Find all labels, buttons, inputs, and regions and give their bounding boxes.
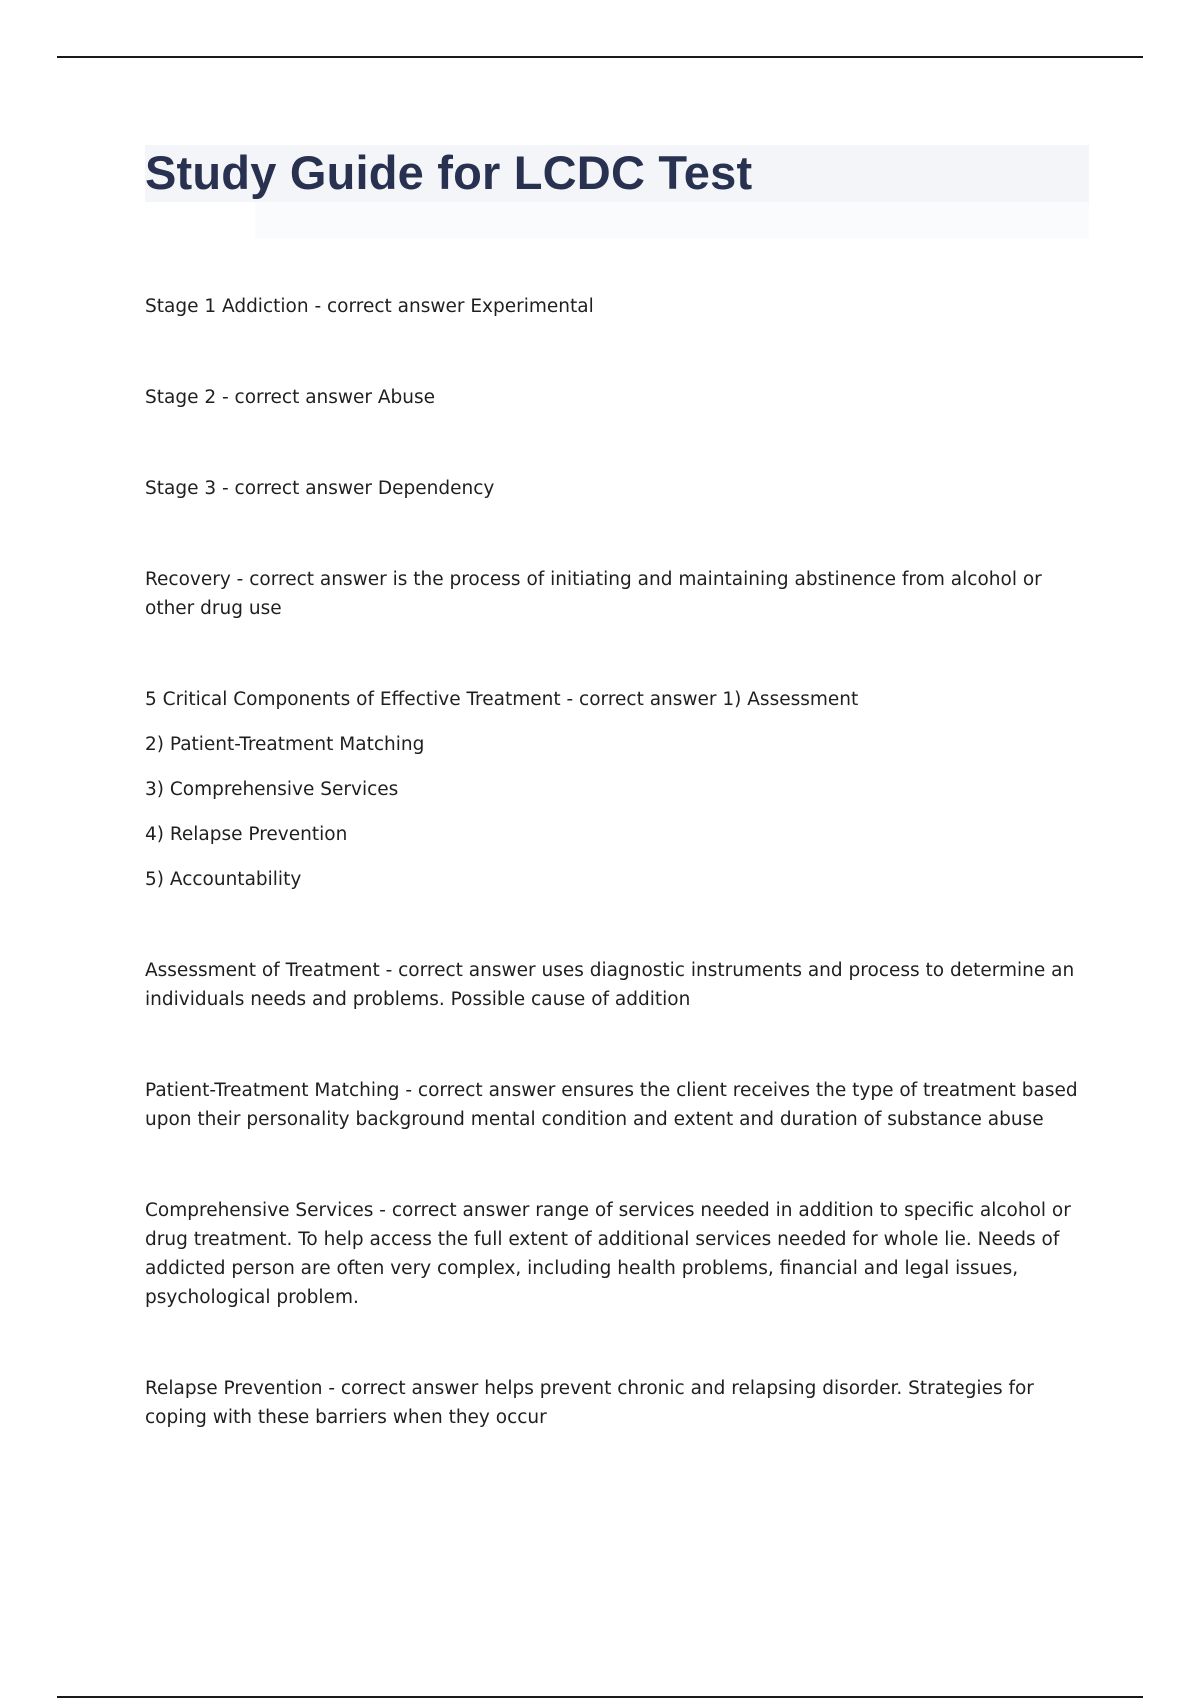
component-list-item: 4) Relapse Prevention (145, 824, 348, 845)
qa-answer: range of services needed in addition to specific alcohol or drug treatment. To help access the full extent of additional services needed for whole lie. Needs of addicted person are often very complex, including health problems, financial and legal issues, psychological problem. (145, 1200, 1071, 1308)
qa-term: Patient-Treatment Matching (145, 1080, 400, 1101)
qa-separator: - correct answer (216, 387, 378, 408)
qa-separator: - correct answer (373, 1200, 536, 1221)
qa-separator: - correct answer (560, 689, 723, 710)
qa-separator: - correct answer (322, 1378, 485, 1399)
qa-entry (145, 1374, 1090, 1432)
qa-entry (145, 1196, 1090, 1312)
qa-term: Stage 1 Addiction (145, 296, 309, 317)
qa-entry (145, 956, 1090, 1014)
qa-answer: helps prevent chronic and relapsing disorder. Strategies for coping with these barriers when they occur (145, 1378, 1034, 1428)
component-list-item: 5) Accountability (145, 869, 302, 890)
qa-answer: Experimental (470, 296, 594, 317)
qa-entry (145, 565, 1090, 623)
qa-term: Stage 2 (145, 387, 217, 408)
bottom-rule (57, 1696, 1143, 1698)
qa-term: Assessment of Treatment (145, 960, 380, 981)
qa-separator: - correct answer (399, 1080, 562, 1101)
component-list-item: 3) Comprehensive Services (145, 779, 399, 800)
qa-entry (145, 685, 1090, 714)
qa-separator: - correct answer (379, 960, 542, 981)
qa-term: Stage 3 (145, 478, 217, 499)
qa-answer: Dependency (377, 478, 495, 499)
qa-term: Relapse Prevention (145, 1378, 323, 1399)
qa-term: 5 Critical Components of Effective Treatment (145, 689, 561, 710)
component-list-item: 2) Patient-Treatment Matching (145, 734, 425, 755)
qa-separator: - correct answer (230, 569, 393, 590)
qa-entry (145, 474, 1090, 503)
qa-separator: - correct answer (216, 478, 378, 499)
qa-term: Recovery (145, 569, 231, 590)
qa-answer: Abuse (377, 387, 436, 408)
document-title: Study Guide for LCDC Test (145, 146, 753, 199)
qa-term: Comprehensive Services (145, 1200, 374, 1221)
top-rule (57, 56, 1143, 58)
qa-answer: uses diagnostic instruments and process to determine an individuals needs and problems. Possible cause of addition (145, 960, 1075, 1010)
qa-entry (145, 1076, 1090, 1134)
qa-entry (145, 383, 1090, 412)
qa-entry (145, 292, 1090, 321)
qa-answer: ensures the client receives the type of treatment based upon their personality background mental condition and extent and duration of substance abuse (145, 1080, 1078, 1130)
title-highlight-shadow (255, 202, 1089, 238)
qa-answer: 1) Assessment (722, 689, 859, 710)
qa-answer: is the process of initiating and maintaining abstinence from alcohol or other drug use (145, 569, 1042, 619)
study-guide-content (145, 292, 1090, 1432)
qa-separator: - correct answer (308, 296, 471, 317)
